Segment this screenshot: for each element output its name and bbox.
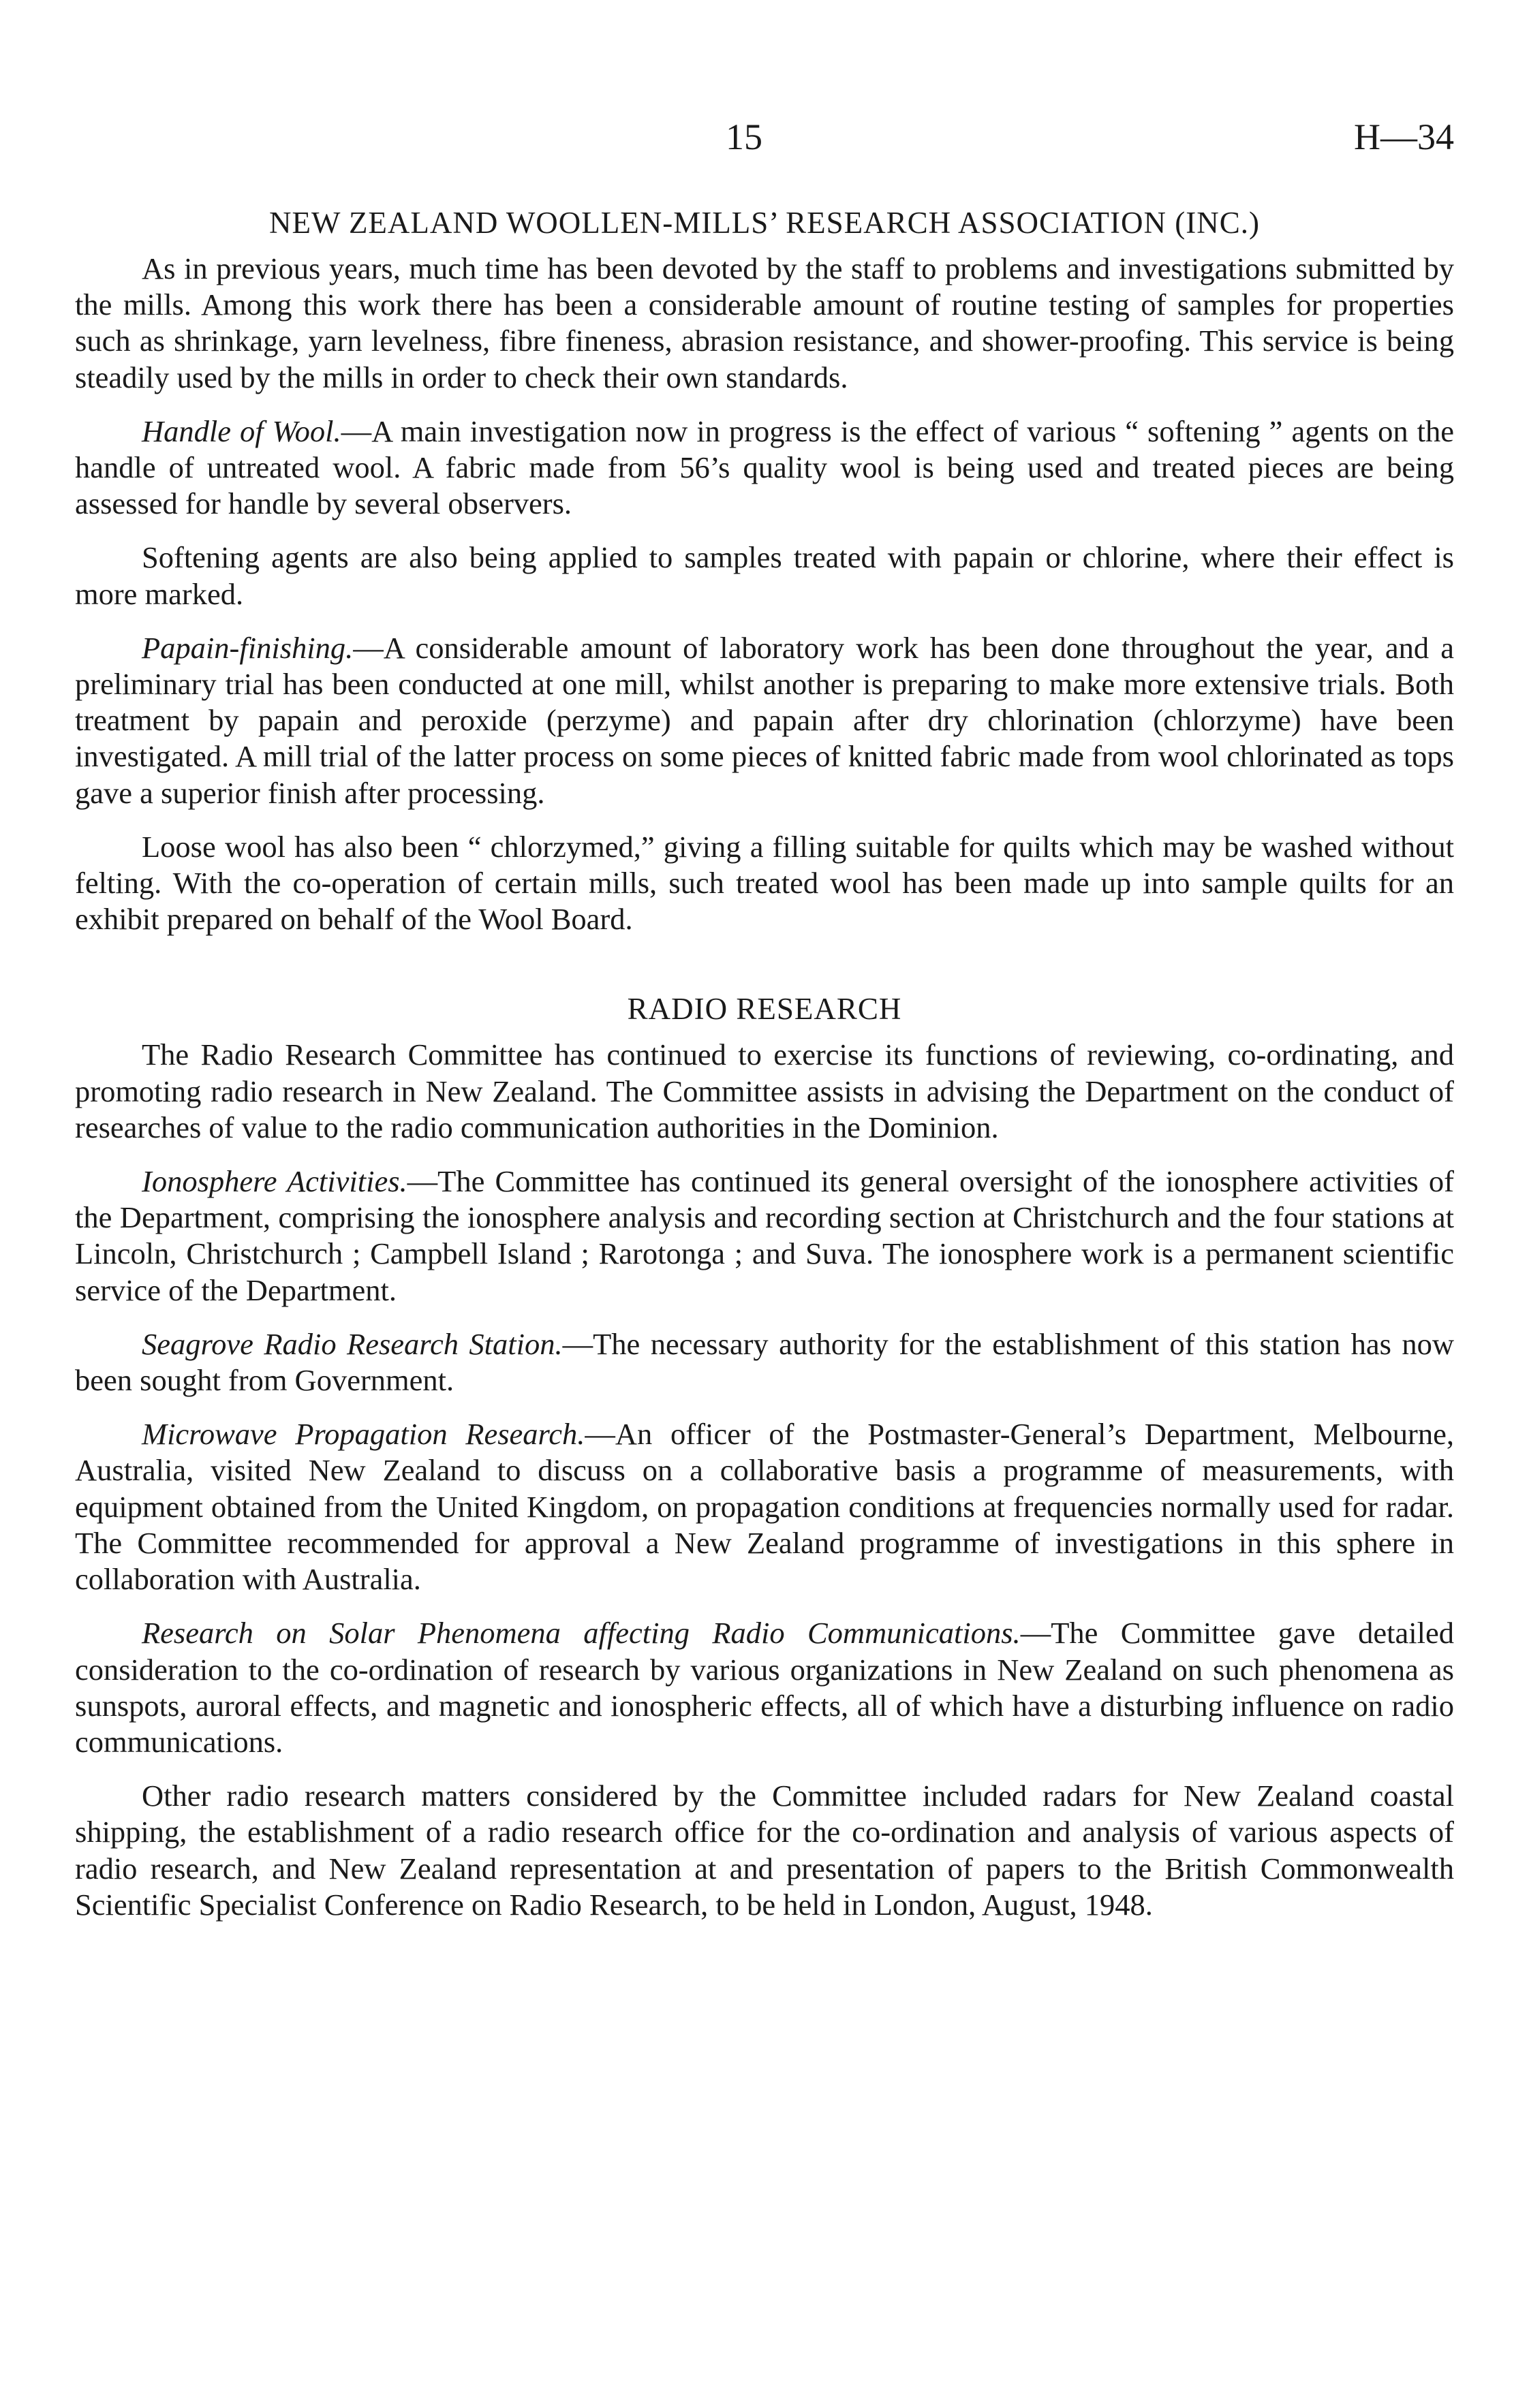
paragraph-text: Softening agents are also being applied to samples treated with papain or chlorine, where their effect is more marked. — [75, 540, 1454, 611]
paragraph — [75, 829, 1454, 938]
document-page — [75, 0, 1454, 2408]
paragraph — [75, 413, 1454, 522]
paragraph-text: As in previous years, much time has been devoted by the staff to problems and investigations submitted by the mills. Among this work there has been a considerable amount of routine testing of samples for properties such as shrinkage, yarn levelness, fibre fineness, abrasion resistance, and shower-proofing. This service is being steadily used by the mills in order to check their own standards. — [75, 251, 1454, 394]
paragraph-text: Other radio research matters considered by the Committee included radars for New Zealand coastal shipping, the establishment of a radio research office for the co-ordination and analysis of various aspects of radio research, and New Zealand representation at and presentation of papers to the British Commonwealth Scientific Specialist Conference on Radio Research, to be held in London, August, 1948. — [75, 1779, 1454, 1922]
paragraph — [75, 630, 1454, 811]
page-header — [75, 116, 1454, 163]
paragraph-text: Loose wool has also been “ chlorzymed,” giving a filling suitable for quilts which may be washed without felting. With the co-operation of certain mills, such treated wool has been made up into sample quilts for an exhibit prepared on behalf of the Wool Board. — [75, 829, 1454, 937]
paragraph-text: —A considerable amount of laboratory work has been done throughout the year, and a preliminary trial has been conducted at one mill, whilst another is preparing to make more extensive trials. Both treatment by papain and peroxide (perzyme) and papain after dry chlorination (chlorzyme) have been investigated. A mill trial of the latter process on some pieces of knitted fabric made from wool chlorinated as tops gave a superior finish after processing. — [75, 630, 1454, 810]
paragraph-text: —An officer of the Postmaster-General’s Department, Melbourne, Australia, visited New Zealand to discuss on a collaborative basis a programme of measurements, with equipment obtained from the United Kingdom, on propagation conditions at frequencies normally used for radar. The Committee recommended for approval a New Zealand programme of investigations in this sphere in collaboration with Australia. — [75, 1417, 1455, 1597]
paragraph — [75, 1615, 1454, 1760]
paragraph — [75, 1416, 1454, 1597]
paragraph — [75, 251, 1454, 396]
page-number: 15 — [726, 116, 762, 157]
page-content — [75, 204, 1454, 1941]
paragraph-run-in-heading: Seagrove Radio Research Station. — [142, 1326, 563, 1361]
paragraph-run-in-heading: Research on Solar Phenomena affecting Radio Communications. — [142, 1616, 1021, 1651]
section-heading-radio-research: RADIO RESEARCH — [627, 992, 902, 1027]
paragraph-text: The Radio Research Committee has continued to exercise its functions of reviewing, co-ordinating, and promoting radio research in New Zealand. The Committee assists in advising the Department on the conduct of researches of value to the radio communication authorities in the Dominion. — [75, 1037, 1454, 1144]
paragraph-run-in-heading: Handle of Wool. — [142, 413, 341, 448]
paragraph-text: —The Committee has continued its general oversight of the ionosphere activities of the Department, comprising the ionosphere analysis and recording section at Christchurch and the four stations at Lincoln, Christchurch ; Campbell Island ; Rarotonga ; and Suva. The ionosphere work is a permanent scientific service of the Department. — [75, 1164, 1454, 1307]
paragraph — [75, 1778, 1454, 1923]
document-reference: H—34 — [1354, 116, 1454, 157]
paragraph-run-in-heading: Microwave Propagation Research. — [142, 1417, 585, 1452]
paragraph — [75, 1326, 1454, 1398]
paragraph-run-in-heading: Papain-finishing. — [142, 630, 354, 665]
paragraph-text: —A main investigation now in progress is the effect of various “ softening ” agents on the handle of untreated wool. A fabric made from 56’s quality wool is being used and treated pieces are being assessed for handle by several observers. — [75, 413, 1454, 521]
section-heading-woollen-mills: NEW ZEALAND WOOLLEN-MILLS’ RESEARCH ASSOCIATION (INC.) — [269, 206, 1260, 240]
paragraph-run-in-heading: Ionosphere Activities. — [142, 1164, 407, 1199]
paragraph-text: —The Committee gave detailed consideration to the co-ordination of research by various organizations in New Zealand on such phenomena as sunspots, auroral effects, and magnetic and ionospheric effects, all of which have a disturbing influence on radio communications. — [75, 1616, 1454, 1759]
paragraph — [75, 1037, 1454, 1146]
paragraph-text: —The necessary authority for the establishment of this station has now been sought from Government. — [75, 1326, 1454, 1398]
paragraph — [75, 1163, 1454, 1309]
paragraph — [75, 540, 1454, 612]
